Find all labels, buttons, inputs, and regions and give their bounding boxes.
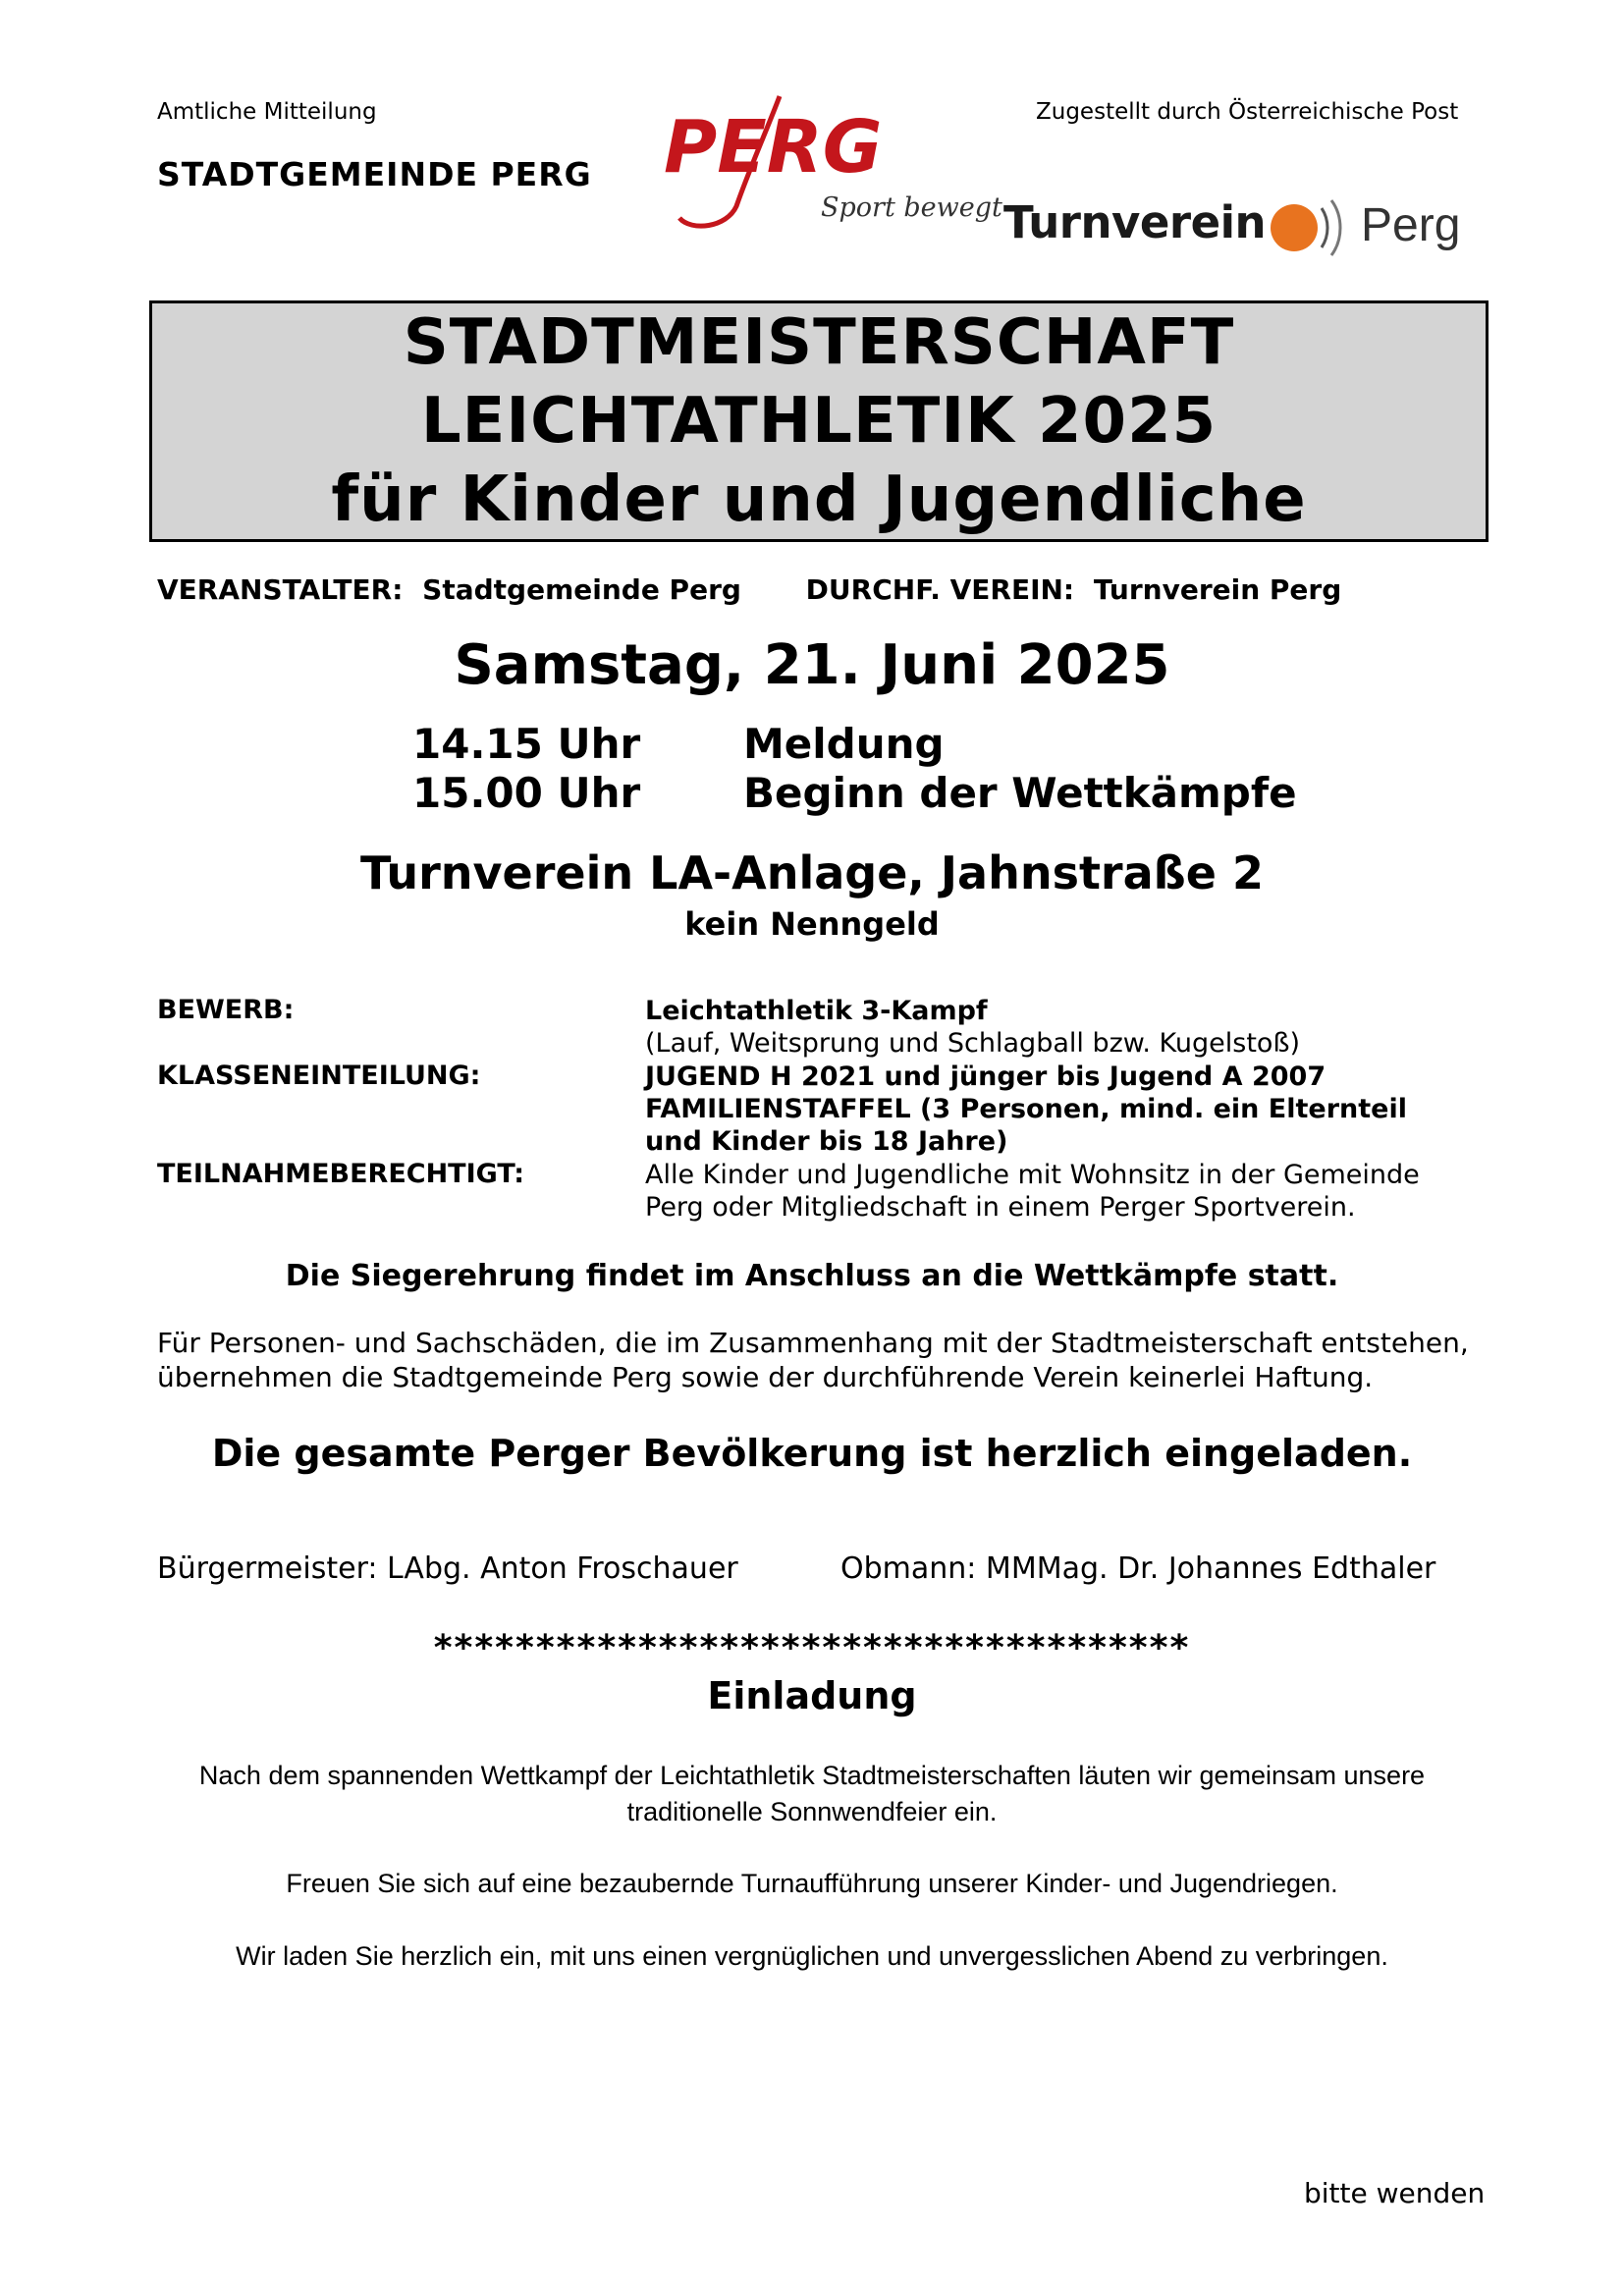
invitation-p1-line-2: traditionelle Sonnwendfeier ein.: [626, 1797, 998, 1826]
venue: Turnverein LA-Anlage, Jahnstraße 2: [360, 846, 1264, 899]
event-date: Samstag, 21. Juni 2025: [454, 633, 1170, 697]
title-box: [149, 300, 1489, 542]
turnverein-logo: [1003, 187, 1465, 265]
organizer-value: Stadtgemeinde Perg: [422, 573, 741, 606]
invitation-paragraph-1: [0, 1758, 1624, 1830]
perg-logo-tagline: Sport bewegt: [821, 192, 1002, 223]
title-line-3: für Kinder und Jugendliche: [331, 463, 1307, 536]
schedule-label-2: Beginn der Wettkämpfe: [743, 769, 1297, 817]
award-ceremony-note: Die Siegerehrung findet im Anschluss an die Wettkämpfe statt.: [285, 1259, 1339, 1293]
classes-line-1: JUGEND H 2021 und jünger bis Jugend A 2007: [645, 1061, 1326, 1092]
public-invitation: Die gesamte Perger Bevölkerung ist herzlich eingeladen.: [211, 1432, 1413, 1475]
turnverein-logo-city: Perg: [1361, 199, 1461, 251]
club-value: Turnverein Perg: [1093, 573, 1342, 606]
title-line-1: STADTMEISTERSCHAFT: [403, 306, 1235, 379]
organizer-row: [157, 573, 1351, 606]
issuer-name: STADTGEMEINDE PERG: [157, 155, 592, 193]
competition-line-2: (Lauf, Weitsprung und Schlagball bzw. Kugelstoß): [645, 1028, 1300, 1059]
sound-arcs-icon: [1316, 194, 1355, 261]
eligibility-line-2: Perg oder Mitgliedschaft in einem Perger Sportverein.: [645, 1192, 1356, 1223]
organizer-label: VERANSTALTER:: [157, 573, 404, 606]
invitation-title: Einladung: [707, 1674, 917, 1717]
classes-line-2: FAMILIENSTAFFEL (3 Personen, mind. ein Elternteil: [645, 1094, 1407, 1124]
classes-value: [645, 1061, 1407, 1158]
turnverein-logo-word: Turnverein: [1003, 196, 1267, 248]
liability-line-1: Für Personen- und Sachschäden, die im Zusammenhang mit der Stadtmeisterschaft entstehen,: [157, 1327, 1469, 1359]
competition-label: BEWERB:: [157, 995, 295, 1025]
entry-fee: kein Nenngeld: [684, 905, 940, 943]
eligibility-label: TEILNAHMEBERECHTIGT:: [157, 1159, 525, 1189]
liability-disclaimer: [157, 1326, 1512, 1394]
separator-stars: *************************************: [433, 1628, 1191, 1668]
invitation-p1-line-1: Nach dem spannenden Wettkampf der Leichtathletik Stadtmeisterschaften läuten wir gemeinsam unsere: [198, 1761, 1426, 1790]
header-left-label: Amtliche Mitteilung: [157, 99, 377, 125]
liability-line-2: übernehmen die Stadtgemeinde Perg sowie der durchführende Verein keinerlei Haftung.: [157, 1361, 1374, 1393]
schedule-time-2: 15.00 Uhr: [412, 769, 641, 817]
invitation-paragraph-3: Wir laden Sie herzlich ein, mit uns einen vergnüglichen und unvergesslichen Abend zu verbringen.: [236, 1941, 1388, 1971]
schedule-time-1: 14.15 Uhr: [412, 720, 641, 768]
please-turn-over: bitte wenden: [1304, 2177, 1486, 2209]
mayor-signature: Bürgermeister: LAbg. Anton Froschauer: [157, 1551, 738, 1586]
classes-label: KLASSENEINTEILUNG:: [157, 1061, 481, 1091]
perg-sport-logo: [662, 88, 1003, 236]
perg-logo-word: PERG: [664, 105, 883, 190]
orange-ball-icon: [1271, 204, 1318, 251]
invitation-paragraph-2: Freuen Sie sich auf eine bezaubernde Turnaufführung unserer Kinder- und Jugendriegen.: [286, 1869, 1338, 1898]
eligibility-line-1: Alle Kinder und Jugendliche mit Wohnsitz in der Gemeinde: [645, 1160, 1420, 1190]
schedule-label-1: Meldung: [743, 720, 945, 768]
header-right-label: Zugestellt durch Österreichische Post: [1036, 99, 1459, 125]
title-line-2: LEICHTATHLETIK 2025: [420, 385, 1218, 458]
competition-value: [645, 995, 1300, 1060]
chair-signature: Obmann: MMMag. Dr. Johannes Edthaler: [840, 1551, 1436, 1586]
competition-line-1: Leichtathletik 3-Kampf: [645, 996, 988, 1026]
club-label: DURCHF. VEREIN:: [805, 573, 1075, 606]
classes-line-3: und Kinder bis 18 Jahre): [645, 1126, 1008, 1157]
eligibility-value: [645, 1159, 1420, 1224]
